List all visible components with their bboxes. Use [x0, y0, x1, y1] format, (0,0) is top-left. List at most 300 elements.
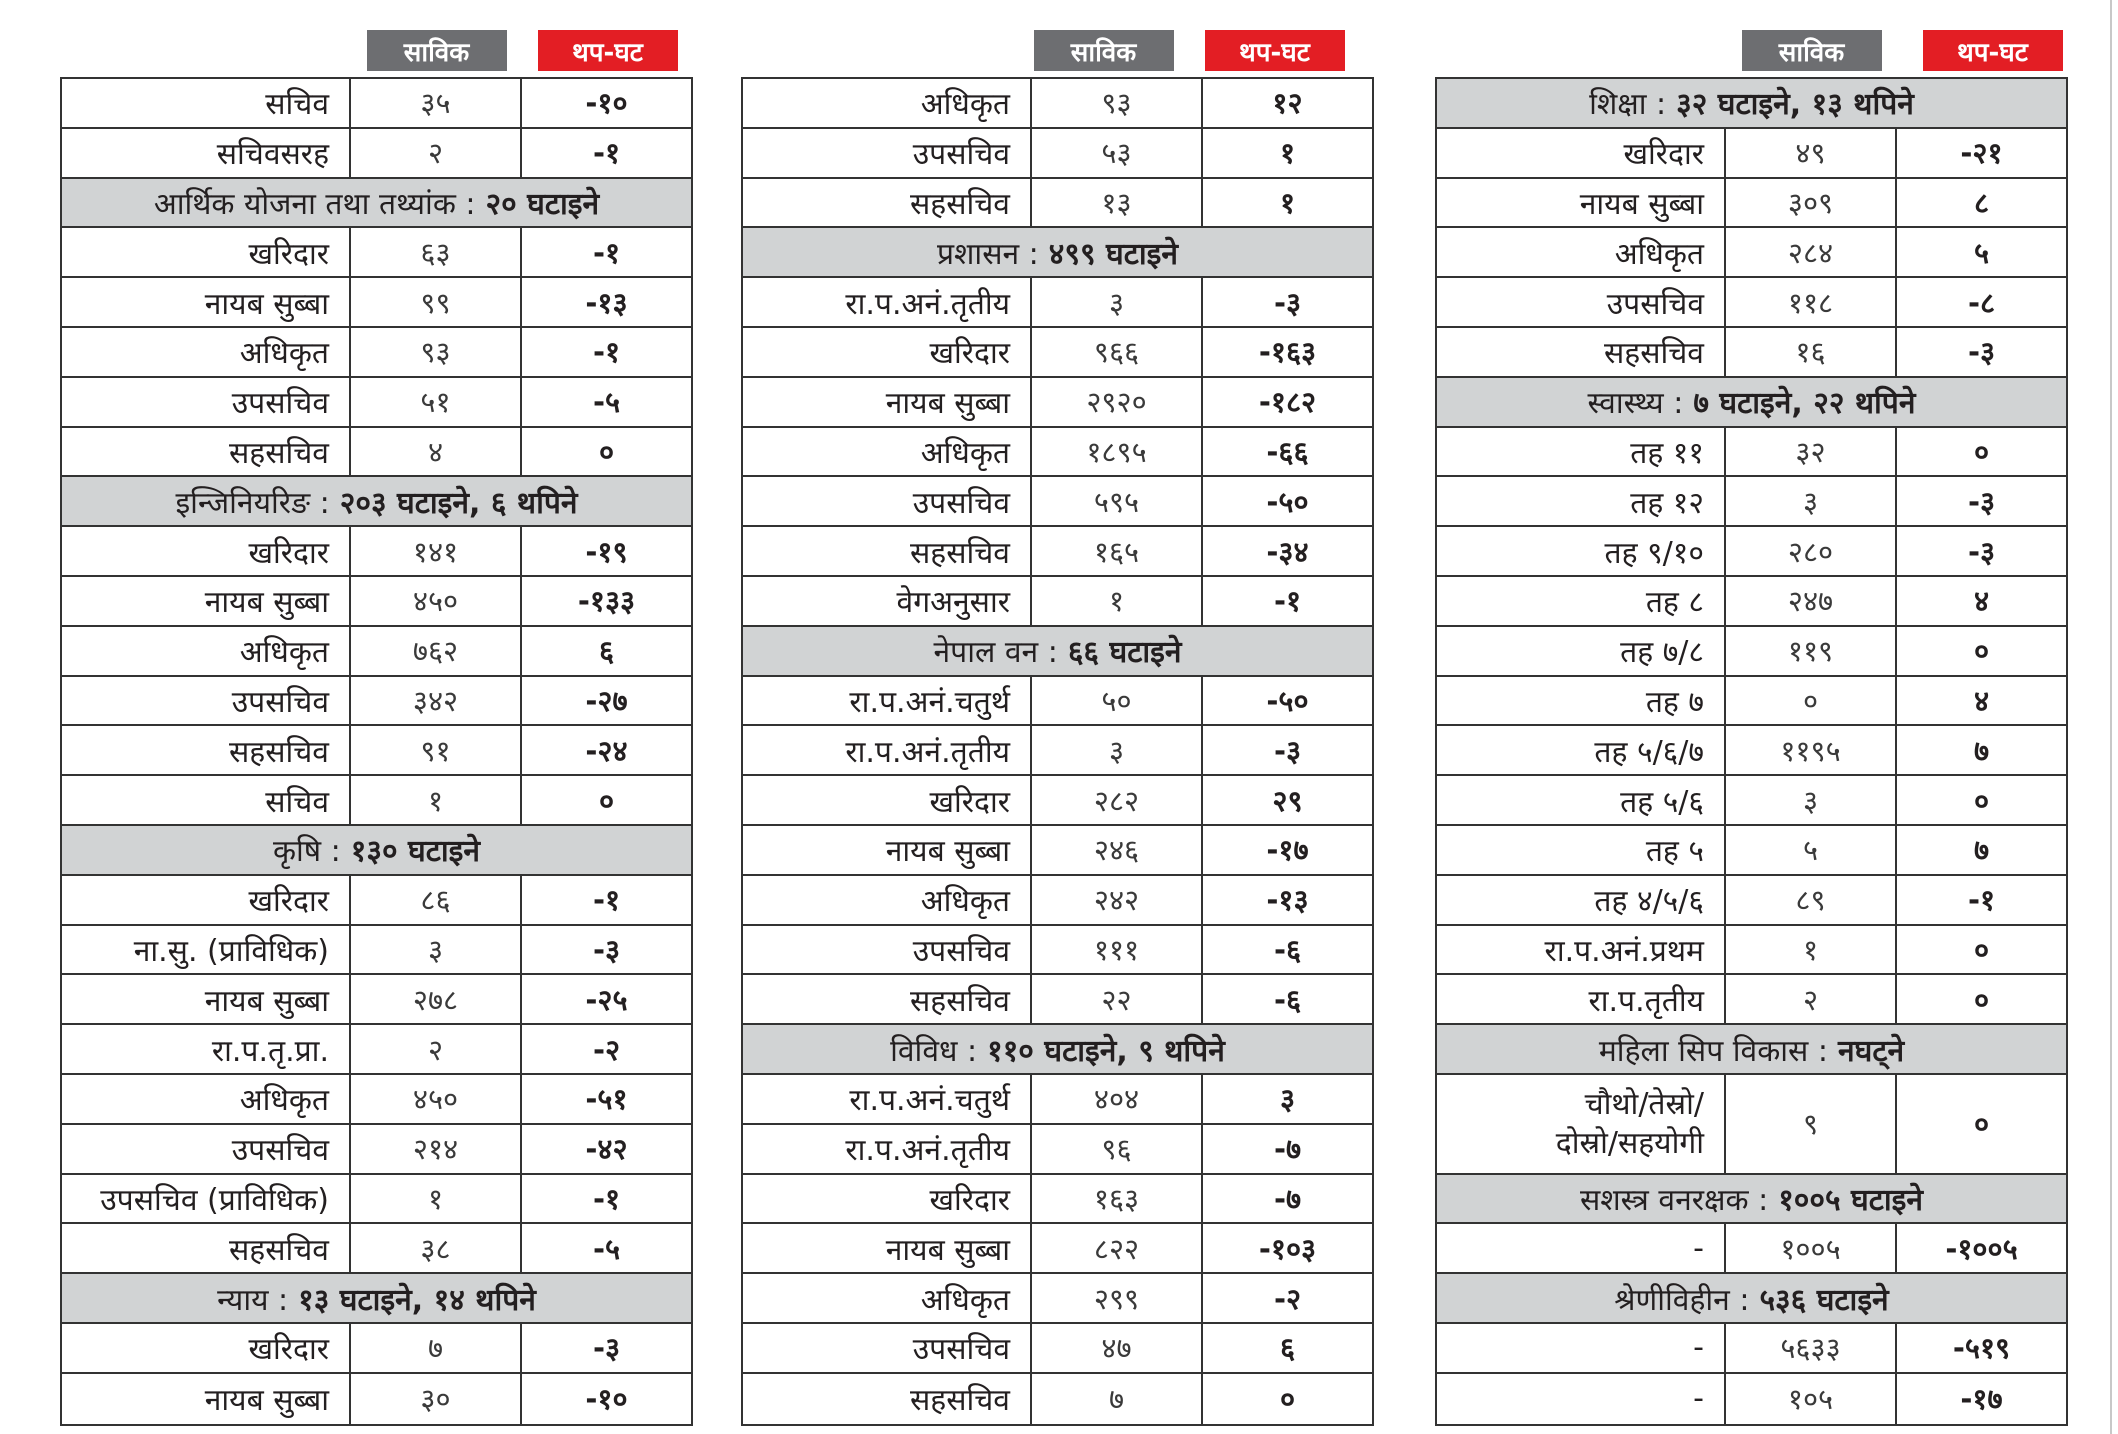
table-row	[62, 1175, 691, 1225]
thapghat-value: -१००५	[1945, 1231, 2018, 1266]
section-detail: ४९९ घटाइने	[1048, 236, 1179, 272]
post-label: ना.सु. (प्राविधिक)	[62, 926, 351, 974]
sabik-value: ३५	[351, 79, 522, 127]
table-row	[1437, 328, 2066, 378]
sabik-value: ४९	[1726, 129, 1897, 177]
table-row	[743, 677, 1372, 727]
thapghat-value: -३	[592, 932, 621, 967]
thapghat-value: ४	[1973, 683, 1990, 718]
post-label	[1437, 1075, 1726, 1173]
post-label: सचिवसरह	[62, 129, 351, 177]
post-label: उपसचिव	[743, 1324, 1032, 1372]
post-label: तह ७/८	[1437, 627, 1726, 675]
post-label: खरिदार	[743, 328, 1032, 376]
post-label: खरिदार	[743, 1175, 1032, 1223]
post-label: रा.प.अनं.तृतीय	[743, 1125, 1032, 1173]
table-row	[1437, 228, 2066, 278]
table-row	[1437, 826, 2066, 876]
section-detail: १००५ घटाइने	[1778, 1182, 1924, 1218]
thapghat-value: -५०	[1266, 484, 1309, 519]
section-row	[1437, 1175, 2066, 1225]
thapghat-value: -१०३	[1258, 1231, 1317, 1266]
sabik-value: १	[1726, 926, 1897, 974]
table-row	[743, 378, 1372, 428]
post-label: नायब सुब्बा	[743, 1224, 1032, 1272]
table-row	[62, 1374, 691, 1424]
table-row	[743, 975, 1372, 1025]
post-label: अधिकृत	[743, 428, 1032, 476]
post-label: वेगअनुसार	[743, 577, 1032, 625]
thapghat-value: -२४	[585, 733, 628, 768]
thapghat-value: -१	[1967, 883, 1996, 918]
table-row	[62, 975, 691, 1025]
table-row	[743, 1075, 1372, 1125]
thapghat-value: १	[1279, 136, 1296, 171]
sabik-value: २४२	[1032, 876, 1203, 924]
thapghat-value: १	[1279, 185, 1296, 220]
thapghat-value: -१७	[1266, 833, 1309, 868]
sabik-value: ५	[1726, 826, 1897, 874]
table-row	[1437, 876, 2066, 926]
post-label: सहसचिव	[743, 527, 1032, 575]
section-row	[62, 1274, 691, 1324]
sabik-value: ९१	[351, 726, 522, 774]
sabik-value: ३०	[351, 1374, 522, 1424]
thapghat-value: -१	[592, 235, 621, 270]
table-row	[1437, 179, 2066, 229]
thapghat-value: -१३३	[577, 584, 636, 619]
table-row	[1437, 1224, 2066, 1274]
table-row	[62, 1224, 691, 1274]
table-row	[1437, 527, 2066, 577]
post-label: अधिकृत	[62, 1075, 351, 1123]
sabik-value: २४६	[1032, 826, 1203, 874]
section-name: इन्जिनियरिङ :	[175, 485, 330, 521]
table-row	[62, 129, 691, 179]
sabik-value: ८२२	[1032, 1224, 1203, 1272]
section-detail: २० घटाइने	[485, 186, 600, 222]
table-row	[743, 1274, 1372, 1324]
post-label: -	[1437, 1224, 1726, 1272]
section-detail: ३२ घटाइने, १३ थपिने	[1676, 87, 1914, 123]
post-label: रा.प.अनं.तृतीय	[743, 726, 1032, 774]
table-row	[1437, 1374, 2066, 1424]
sabik-value: ३	[1032, 726, 1203, 774]
post-label: खरिदार	[62, 228, 351, 276]
thapghat-value: ३	[1279, 1082, 1296, 1117]
table-row	[743, 179, 1372, 229]
thapghat-value: -१	[592, 1181, 621, 1216]
section-row	[743, 228, 1372, 278]
thapghat-value: ०	[1973, 1107, 1990, 1142]
thapghat-value: ४	[1973, 584, 1990, 619]
post-label: तह ९/१०	[1437, 527, 1726, 575]
table-row	[743, 1175, 1372, 1225]
post-label: तह ८	[1437, 577, 1726, 625]
sabik-value: १३	[1032, 179, 1203, 227]
post-label: नायब सुब्बा	[743, 378, 1032, 426]
post-label: अधिकृत	[62, 627, 351, 675]
sabik-value: १०५	[1726, 1374, 1897, 1424]
thapghat-value: -५१	[585, 1082, 628, 1117]
sabik-value: ५१	[351, 378, 522, 426]
table-column-middle	[741, 30, 1374, 1426]
sabik-value: २	[351, 1025, 522, 1073]
table-row	[743, 776, 1372, 826]
post-label: रा.प.अनं.चतुर्थ	[743, 677, 1032, 725]
post-label: सहसचिव	[62, 726, 351, 774]
thapghat-value: -२१	[1960, 136, 2003, 171]
post-label: -	[1437, 1374, 1726, 1424]
sabik-value: ४०४	[1032, 1075, 1203, 1123]
section-row	[62, 477, 691, 527]
table-row	[743, 527, 1372, 577]
table-row	[1437, 975, 2066, 1025]
sabik-value: १६३	[1032, 1175, 1203, 1223]
post-label: उपसचिव (प्राविधिक)	[62, 1175, 351, 1223]
section-detail: ५३६ घटाइने	[1759, 1282, 1889, 1318]
table-row	[743, 1125, 1372, 1175]
section-row	[62, 826, 691, 876]
table-row	[1437, 1324, 2066, 1374]
thapghat-value: -२७	[585, 683, 628, 718]
post-label: अधिकृत	[62, 328, 351, 376]
thapghat-value: -१	[1273, 584, 1302, 619]
post-label: उपसचिव	[62, 1125, 351, 1173]
table-row	[743, 826, 1372, 876]
post-label: अधिकृत	[743, 876, 1032, 924]
section-detail: ६६ घटाइने	[1067, 635, 1182, 671]
post-label: अधिकृत	[1437, 228, 1726, 276]
table-row	[1437, 726, 2066, 776]
thapghat-value: -२५	[585, 982, 628, 1017]
sabik-value: ४५०	[351, 1075, 522, 1123]
table-row	[62, 1075, 691, 1125]
thapghat-value: -५	[592, 385, 621, 420]
post-label: उपसचिव	[1437, 278, 1726, 326]
table-row	[62, 1125, 691, 1175]
position-table	[741, 77, 1374, 1426]
sabik-value: ३	[1726, 477, 1897, 525]
table-row	[62, 228, 691, 278]
thapghat-value: -३४	[1266, 534, 1309, 569]
sabik-value: ५९५	[1032, 477, 1203, 525]
section-detail: २०३ घटाइने, ६ थपिने	[339, 485, 578, 521]
table-row	[1437, 577, 2066, 627]
section-detail: १३० घटाइने	[350, 834, 481, 870]
sabik-value: ८६	[351, 876, 522, 924]
post-label: सचिव	[62, 776, 351, 824]
thapghat-value: ०	[598, 434, 615, 469]
section-name: सशस्त्र वनरक्षक :	[1579, 1182, 1769, 1218]
section-row	[62, 179, 691, 229]
sabik-value: १	[1032, 577, 1203, 625]
section-row	[1437, 378, 2066, 428]
post-label: तह ५	[1437, 826, 1726, 874]
thapghat-value: -१६३	[1258, 335, 1317, 370]
table-row	[62, 926, 691, 976]
table-row	[743, 1324, 1372, 1374]
thapghat-value: ०	[598, 783, 615, 818]
post-label: रा.प.अनं.तृतीय	[743, 278, 1032, 326]
sabik-value: ४	[351, 428, 522, 476]
table-row	[62, 677, 691, 727]
thapghat-header: थप-घट	[1205, 30, 1345, 71]
post-label: सचिव	[62, 79, 351, 127]
sabik-value: ४७	[1032, 1324, 1203, 1372]
sabik-value: २	[1726, 975, 1897, 1023]
table-row	[1437, 776, 2066, 826]
section-row	[1437, 1274, 2066, 1324]
thapghat-value: -२	[592, 1032, 621, 1067]
post-label: उपसचिव	[62, 378, 351, 426]
sabik-value: ५३	[1032, 129, 1203, 177]
table-row	[62, 1025, 691, 1075]
section-name: शिक्षा :	[1589, 87, 1667, 123]
thapghat-value: -६६	[1266, 434, 1309, 469]
table-row	[62, 378, 691, 428]
table-row	[743, 1374, 1372, 1424]
thapghat-value: -१८२	[1258, 385, 1317, 420]
section-row	[743, 1025, 1372, 1075]
thapghat-value: -७	[1273, 1132, 1302, 1167]
thapghat-value: -१९	[585, 534, 628, 569]
thapghat-value: ०	[1973, 932, 1990, 967]
table-row	[743, 278, 1372, 328]
thapghat-value: -१३	[1266, 883, 1309, 918]
sabik-value: ३	[1726, 776, 1897, 824]
thapghat-value: ०	[1973, 982, 1990, 1017]
thapghat-value: -३	[1967, 335, 1996, 370]
thapghat-value: -७	[1273, 1181, 1302, 1216]
sabik-value: २	[351, 129, 522, 177]
thapghat-value: -८	[1967, 285, 1996, 320]
table-row	[743, 477, 1372, 527]
post-label: अधिकृत	[743, 1274, 1032, 1322]
sabik-value: १४१	[351, 527, 522, 575]
thapghat-value: ५	[1973, 235, 1990, 270]
thapghat-value: -२	[1273, 1281, 1302, 1316]
post-label: उपसचिव	[743, 129, 1032, 177]
section-name: श्रेणीविहीन :	[1614, 1282, 1750, 1318]
sabik-value: २९९	[1032, 1274, 1203, 1322]
sabik-value: ३	[351, 926, 522, 974]
sabik-value: २४७	[1726, 577, 1897, 625]
section-name: प्रशासन :	[936, 236, 1039, 272]
sabik-value: २८४	[1726, 228, 1897, 276]
section-row	[1437, 79, 2066, 129]
thapghat-value: -५०	[1266, 683, 1309, 718]
thapghat-value: ८	[1973, 185, 1990, 220]
section-name: न्याय :	[217, 1282, 289, 1318]
sabik-header: साविक	[1034, 30, 1174, 71]
sabik-value: ०	[1726, 677, 1897, 725]
sabik-value: १८९५	[1032, 428, 1203, 476]
table-row	[1437, 1075, 2066, 1175]
sabik-value: १६५	[1032, 527, 1203, 575]
sabik-header: साविक	[367, 30, 507, 71]
sabik-value: ११८	[1726, 278, 1897, 326]
post-label: रा.प.अनं.प्रथम	[1437, 926, 1726, 974]
post-label: तह ११	[1437, 428, 1726, 476]
table-row	[743, 428, 1372, 478]
thapghat-value: ६	[1279, 1331, 1296, 1366]
column-headers	[1435, 30, 2068, 71]
post-label-line: दोस्रो/सहयोगी	[1555, 1125, 1704, 1161]
sabik-value: २१४	[351, 1125, 522, 1173]
section-detail: नघट्ने	[1837, 1033, 1905, 1069]
post-label: खरिदार	[62, 527, 351, 575]
sabik-value: ९३	[351, 328, 522, 376]
post-label-line: चौथो/तेस्रो/	[1584, 1086, 1704, 1122]
table-row	[62, 278, 691, 328]
position-table	[1435, 77, 2068, 1426]
post-label: सहसचिव	[743, 1374, 1032, 1424]
thapghat-value: १२	[1272, 86, 1303, 121]
sabik-value: ५६३३	[1726, 1324, 1897, 1372]
thapghat-value: ०	[1973, 634, 1990, 669]
table-row	[1437, 677, 2066, 727]
page-edge-rule	[2110, 0, 2112, 1434]
post-label: नायब सुब्बा	[62, 1374, 351, 1424]
section-name: स्वास्थ्य :	[1587, 386, 1684, 422]
post-label: नायब सुब्बा	[62, 278, 351, 326]
post-label: सहसचिव	[62, 1224, 351, 1272]
table-row	[62, 776, 691, 826]
sabik-value: ३०९	[1726, 179, 1897, 227]
table-row	[743, 328, 1372, 378]
sabik-value: १	[351, 776, 522, 824]
table-column-left	[60, 30, 693, 1426]
thapghat-value: -५	[592, 1231, 621, 1266]
section-name: कृषि :	[272, 834, 341, 870]
thapghat-value: २९	[1272, 783, 1303, 818]
post-label: रा.प.अनं.चतुर्थ	[743, 1075, 1032, 1123]
thapghat-value: -६	[1273, 982, 1302, 1017]
table-row	[62, 527, 691, 577]
thapghat-value: -१०	[585, 86, 628, 121]
sabik-value: १६	[1726, 328, 1897, 376]
table-row	[62, 726, 691, 776]
table-row	[743, 876, 1372, 926]
section-name: महिला सिप विकास :	[1598, 1033, 1828, 1069]
post-label: खरिदार	[743, 776, 1032, 824]
sabik-value: ११९	[1726, 627, 1897, 675]
table-row	[743, 926, 1372, 976]
sabik-value: ११९५	[1726, 726, 1897, 774]
post-label: सहसचिव	[743, 975, 1032, 1023]
post-label: तह ५/६/७	[1437, 726, 1726, 774]
table-row	[62, 627, 691, 677]
thapghat-value: ०	[1973, 434, 1990, 469]
thapghat-header: थप-घट	[538, 30, 678, 71]
section-detail: १३ घटाइने, १४ थपिने	[298, 1282, 536, 1318]
table-row	[743, 129, 1372, 179]
thapghat-value: -१०	[585, 1382, 628, 1417]
table-row	[62, 1324, 691, 1374]
thapghat-value: -६	[1273, 932, 1302, 967]
post-label: -	[1437, 1324, 1726, 1372]
thapghat-value: -३	[1967, 484, 1996, 519]
post-label: सहसचिव	[1437, 328, 1726, 376]
post-label: खरिदार	[62, 876, 351, 924]
section-detail: ११० घटाइने, ९ थपिने	[987, 1033, 1225, 1069]
post-label: उपसचिव	[743, 926, 1032, 974]
thapghat-value: -१	[592, 883, 621, 918]
table-row	[1437, 627, 2066, 677]
table-row	[62, 79, 691, 129]
table-row	[62, 876, 691, 926]
sabik-value: ९६६	[1032, 328, 1203, 376]
post-label: सहसचिव	[743, 179, 1032, 227]
table-row	[1437, 477, 2066, 527]
section-name: विविध :	[890, 1033, 978, 1069]
sabik-value: ४५०	[351, 577, 522, 625]
sabik-value: ७	[1032, 1374, 1203, 1424]
post-label: तह १२	[1437, 477, 1726, 525]
table-row	[1437, 278, 2066, 328]
sabik-value: २९२०	[1032, 378, 1203, 426]
sabik-value: २८२	[1032, 776, 1203, 824]
position-table	[60, 77, 693, 1426]
sabik-value: ३४२	[351, 677, 522, 725]
table-column-right	[1435, 30, 2068, 1426]
post-label: नायब सुब्बा	[1437, 179, 1726, 227]
post-label: सहसचिव	[62, 428, 351, 476]
sabik-value: २७८	[351, 975, 522, 1023]
section-name: नेपाल वन :	[933, 635, 1058, 671]
sabik-value: ५०	[1032, 677, 1203, 725]
post-label: तह ५/६	[1437, 776, 1726, 824]
sabik-value: ३८	[351, 1224, 522, 1272]
table-row	[743, 1224, 1372, 1274]
post-label: तह ४/५/६	[1437, 876, 1726, 924]
thapghat-value: -४२	[585, 1132, 628, 1167]
sabik-value: ९६	[1032, 1125, 1203, 1173]
post-label: नायब सुब्बा	[62, 975, 351, 1023]
section-detail: ७ घटाइने, २२ थपिने	[1693, 386, 1916, 422]
sabik-value: ९९	[351, 278, 522, 326]
thapghat-value: -३	[1967, 534, 1996, 569]
table-row	[1437, 129, 2066, 179]
table-row	[62, 428, 691, 478]
thapghat-value: -३	[1273, 733, 1302, 768]
sabik-value: १००५	[1726, 1224, 1897, 1272]
sabik-value: ३२	[1726, 428, 1897, 476]
post-label: खरिदार	[62, 1324, 351, 1372]
sabik-value: ९	[1726, 1075, 1897, 1173]
sabik-header: साविक	[1742, 30, 1882, 71]
table-row	[743, 726, 1372, 776]
thapghat-value: -३	[1273, 285, 1302, 320]
table-row	[62, 577, 691, 627]
thapghat-header: थप-घट	[1923, 30, 2063, 71]
post-label: तह ७	[1437, 677, 1726, 725]
post-label: उपसचिव	[743, 477, 1032, 525]
table-row	[743, 577, 1372, 627]
sabik-value: १	[351, 1175, 522, 1223]
table-row	[1437, 428, 2066, 478]
thapghat-value: ७	[1973, 833, 1990, 868]
sabik-value: २८०	[1726, 527, 1897, 575]
table-row	[743, 79, 1372, 129]
table-row	[62, 328, 691, 378]
thapghat-value: -१	[592, 335, 621, 370]
sabik-value: १११	[1032, 926, 1203, 974]
thapghat-value: ०	[1973, 783, 1990, 818]
section-row	[743, 627, 1372, 677]
post-label: खरिदार	[1437, 129, 1726, 177]
